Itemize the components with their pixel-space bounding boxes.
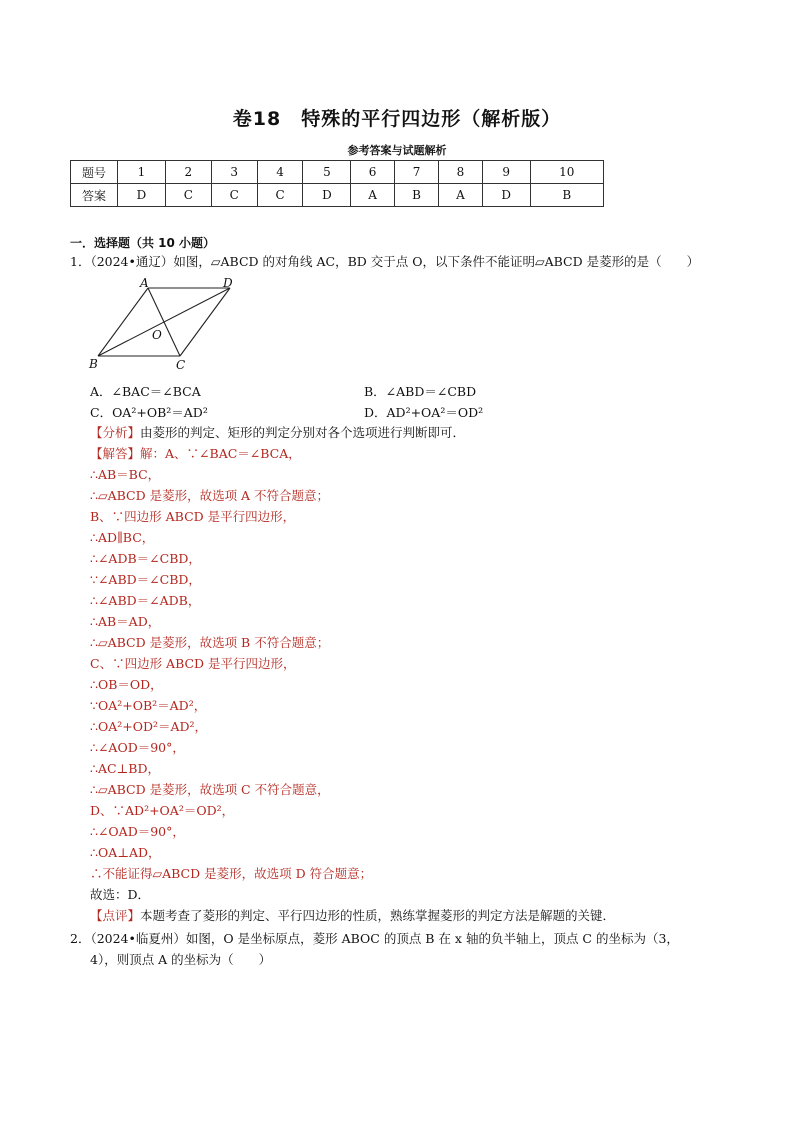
option-c: C．OA²+OB²＝AD² [90,405,208,420]
solution-line [90,446,301,462]
answer-table-cell: B [394,184,438,207]
answer-table-cell: 2 [165,161,211,184]
answer-table-row-label: 答案 [71,184,118,207]
vertex-label-B: B [89,357,98,371]
solution-step: ∵OA²+OB²＝AD²， [90,698,207,713]
answer-table-cell: 9 [482,161,530,184]
answer-table-number-row [71,161,604,184]
solution-step: 故选：D． [90,887,151,902]
solution-step: ∵∠ABD＝∠CBD， [90,572,201,587]
solution-step: ∴AC⊥BD， [90,761,161,776]
solution-step: ∴∠ADB＝∠CBD， [90,551,201,566]
answer-table-cell: 6 [351,161,395,184]
solution-step: ∴∠AOD＝90°， [90,740,185,755]
solution-step: C、∵四边形 ABCD 是平行四边形， [90,656,296,671]
vertex-label-D: D [223,276,233,290]
section-heading: 一．选择题（共 10 小题） [70,236,216,250]
solution-step: ∴不能证得▱ABCD 是菱形，故选项 D 符合题意； [90,866,373,881]
solution-step: ∴∠ABD＝∠ADB， [90,593,201,608]
analysis-text: 由菱形的判定、矩形的判定分别对各个选项进行判断即可． [140,425,466,440]
answer-table-cell: 5 [303,161,351,184]
vertex-label-O: O [152,328,162,342]
option-b: B．∠ABD＝∠CBD [364,384,477,399]
page-subtitle: 参考答案与试题解析 [347,144,447,157]
solution-step: ∴OA²+OD²＝AD²， [90,719,208,734]
answer-table-cell: 4 [257,161,303,184]
question-1-stem: 1．（2024•通辽）如图，▱ABCD 的对角线 AC，BD 交于点 O，以下条件不能证明▱ABCD 是菱形的是（ ） [70,254,700,269]
answer-table-cell: C [257,184,303,207]
solution-step: B、∵四边形 ABCD 是平行四边形， [90,509,296,524]
solution-step: ∴OA⊥AD， [90,845,161,860]
solution-step: ∴AD∥BC， [90,530,155,545]
solution-step: ∴▱ABCD 是菱形，故选项 A 不符合题意； [90,488,330,503]
answer-table-cell: A [439,184,483,207]
solution-step: ∴∠OAD＝90°， [90,824,185,839]
solution-step: ∴AB＝AD， [90,614,161,629]
answer-table-cell: D [118,184,166,207]
answer-table-cell: 8 [439,161,483,184]
answer-table-cell: 3 [211,161,257,184]
solution-step: 解：A、∵∠BAC＝∠BCA， [140,446,301,461]
vertex-label-A: A [140,276,149,290]
answer-table-cell: 1 [118,161,166,184]
vertex-label-C: C [176,358,186,372]
option-a: A．∠BAC＝∠BCA [90,384,201,399]
analysis-tag: 【分析】 [90,425,141,440]
diagonal-BD [98,288,230,356]
solution-step: ∴OB＝OD， [90,677,163,692]
answer-table-cell: C [211,184,257,207]
comment-tag: 【点评】 [90,908,141,923]
solution-tag: 【解答】 [90,446,141,461]
question-2-stem-continued: 4），则顶点 A 的坐标为（ ） [90,952,272,967]
answer-table-row-label: 题号 [71,161,118,184]
question-2-stem: 2．（2024•临夏州）如图，O 是坐标原点，菱形 ABOC 的顶点 B 在 x 轴的负半轴上，顶点 C 的坐标为（3， [70,931,679,946]
segment-BA [98,288,148,356]
analysis-line [90,425,465,441]
comment-line [90,908,615,924]
option-d: D．AD²+OA²＝OD² [364,405,484,420]
parallelogram-figure [86,276,246,372]
answer-table-cell: 10 [530,161,603,184]
solution-step: ∴▱ABCD 是菱形，故选项 C 不符合题意， [90,782,330,797]
answer-table-cell: D [482,184,530,207]
page-title: 卷18 特殊的平行四边形（解析版） [232,108,562,130]
answer-table-cell: B [530,184,603,207]
answer-table [70,160,604,207]
answer-table-answer-row [71,184,604,207]
answer-table-cell: 7 [394,161,438,184]
comment-text: 本题考查了菱形的判定、平行四边形的性质，熟练掌握菱形的判定方法是解题的关键． [140,908,616,923]
answer-table-cell: D [303,184,351,207]
solution-step: ∴AB＝BC， [90,467,161,482]
solution-step: D、∵AD²+OA²＝OD²， [90,803,235,818]
segment-DC [180,288,230,356]
answer-table-cell: A [351,184,395,207]
solution-step: ∴▱ABCD 是菱形，故选项 B 不符合题意； [90,635,330,650]
answer-table-cell: C [165,184,211,207]
